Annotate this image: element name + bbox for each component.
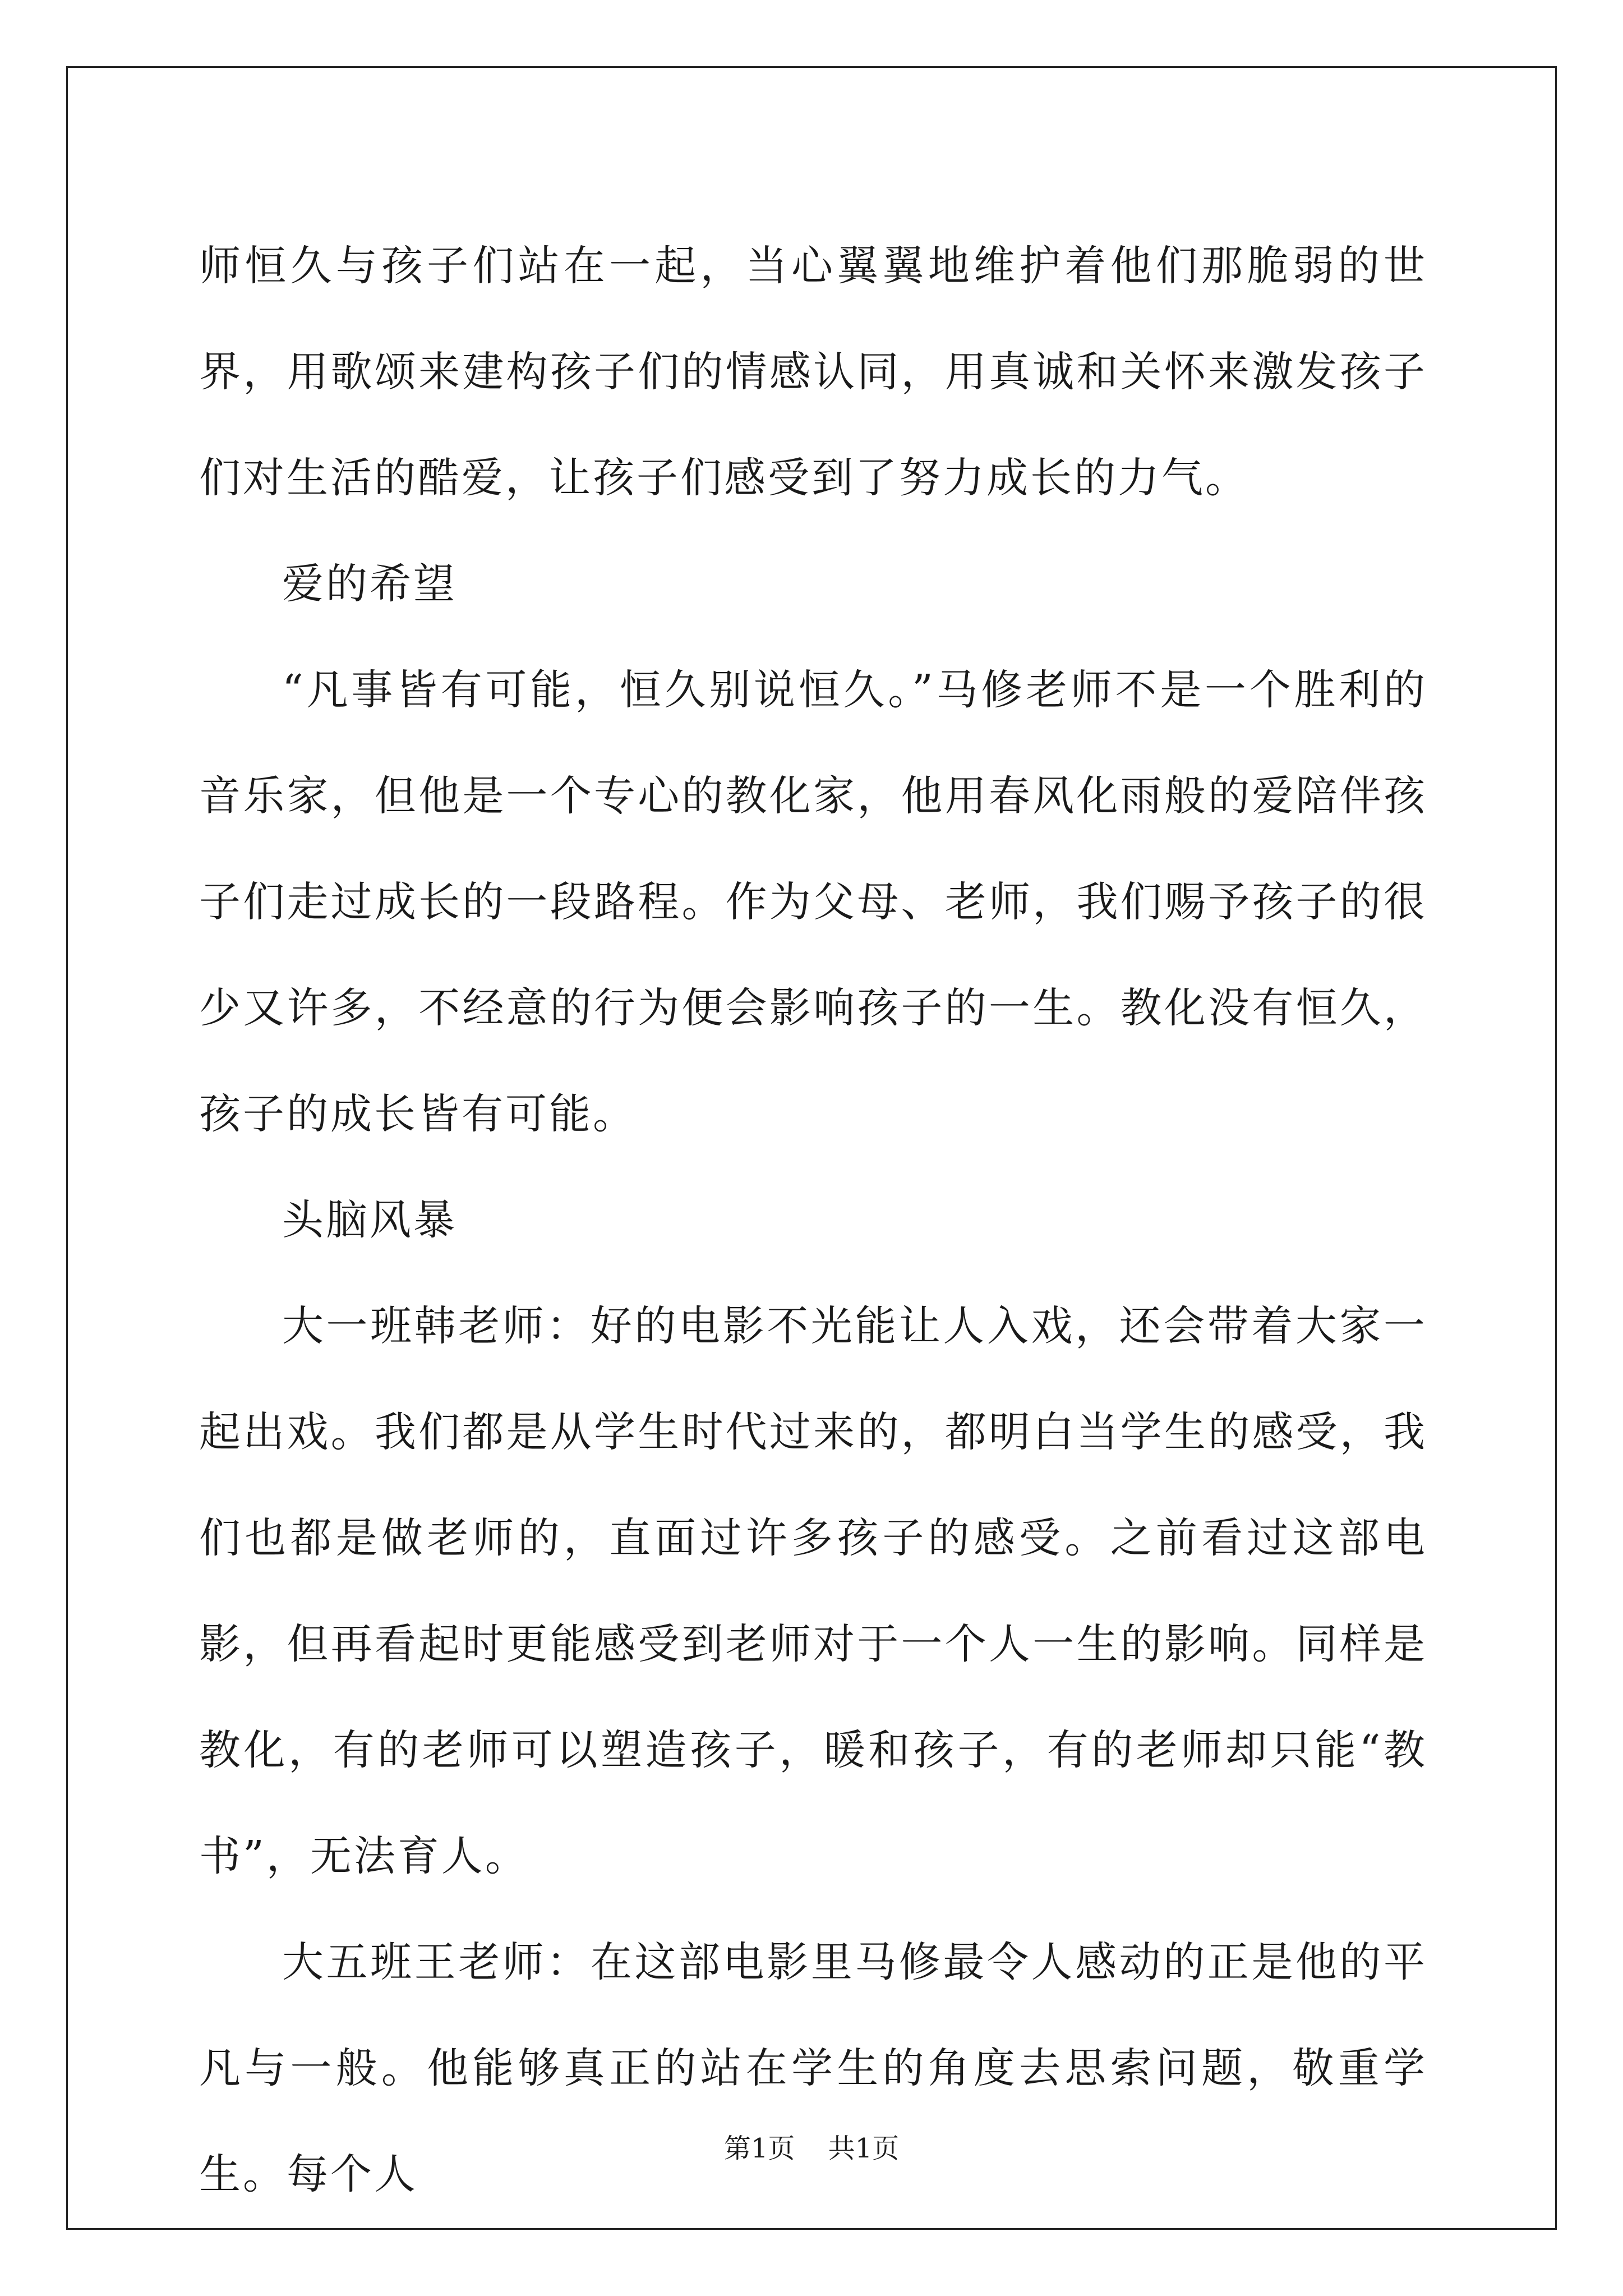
section-heading-brainstorm: 头脑风暴 bbox=[282, 1196, 457, 1244]
page-footer bbox=[0, 2132, 1623, 2165]
paragraph-teacher-han: 大一班韩老师：好的电影不光能让人入戏，还会带着大家一起出戏。我们都是从学生时代过来的，都明白当学生的感受，我们也都是做老师的，直面过许多孩子的感受。之前看过这部电影，但再看起时更能感受到老师对于一个人一生的影响。同样是教化，有的老师可以塑造孩子，暖和孩子，有的老师却只能“教书”，无法育人。 bbox=[199, 1302, 1427, 1880]
page-number-total: 共1页 bbox=[828, 2133, 900, 2164]
paragraph-hope: “凡事皆有可能，恒久别说恒久。”马修老师不是一个胜利的音乐家，但他是一个专心的教化家，他用春风化雨般的爱陪伴孩子们走过成长的一段路程。作为父母、老师，我们赐予孩子的很少又许多，不经意的行为便会影响孩子的一生。教化没有恒久，孩子的成长皆有可能。 bbox=[199, 666, 1427, 1138]
section-heading-hope-of-love: 爱的希望 bbox=[282, 560, 457, 608]
page-number-current: 第1页 bbox=[723, 2133, 795, 2164]
paragraph-continued: 师恒久与孩子们站在一起，当心翼翼地维护着他们那脆弱的世界，用歌颂来建构孩子们的情感认同，用真诚和关怀来激发孩子们对生活的酷爱，让孩子们感受到了努力成长的力气。 bbox=[199, 242, 1427, 502]
paragraph-teacher-wang: 大五班王老师：在这部电影里马修最令人感动的正是他的平凡与一般。他能够真正的站在学生的角度去思索问题，敬重学生。每个人 bbox=[199, 1938, 1427, 2198]
document-body bbox=[199, 213, 1427, 2228]
